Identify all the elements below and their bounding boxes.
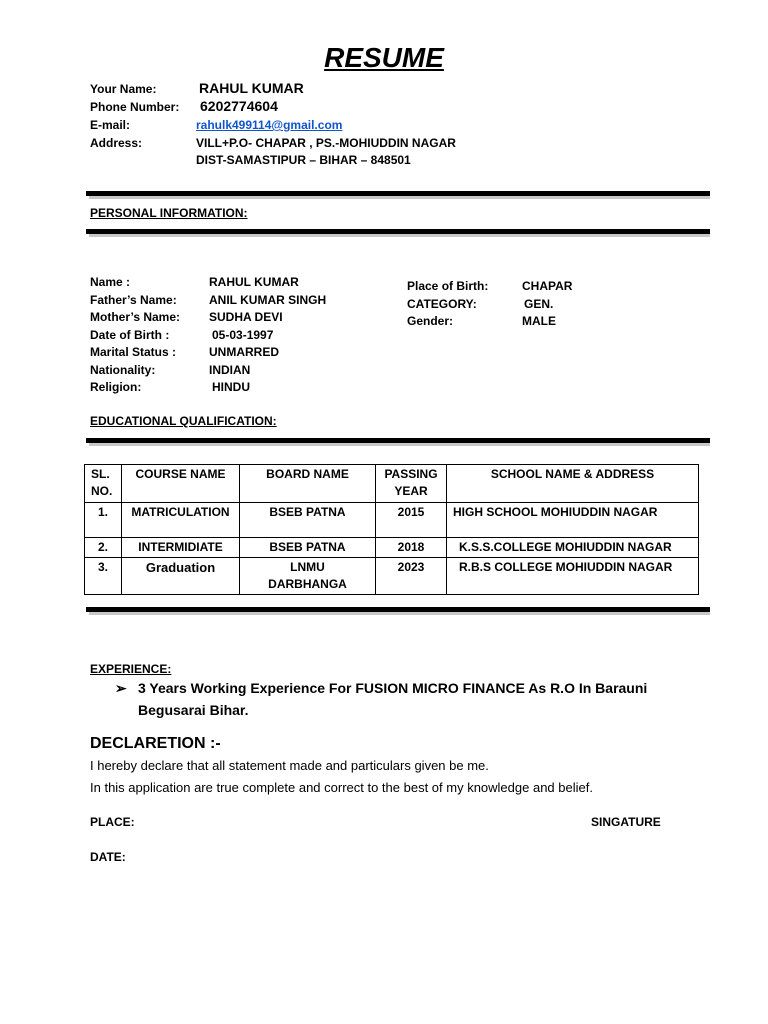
category-value: GEN. [524, 296, 554, 311]
resume-title: RESUME [324, 42, 444, 73]
cell-year: 2018 [376, 538, 447, 558]
personal-values-left [209, 274, 326, 397]
declaration-heading: DECLARETION :- [90, 735, 221, 752]
table-header-row [85, 465, 699, 503]
col-header-year: PASSING YEAR [376, 465, 447, 503]
email-label: E-mail: [90, 118, 131, 132]
cell-sl: 3. [85, 558, 122, 595]
signature-label: SINGATURE [591, 815, 661, 829]
place-of-birth-value: CHAPAR [522, 279, 573, 293]
cell-board: BSEB PATNA [240, 538, 376, 558]
personal-marital-label: Marital Status : [90, 345, 177, 359]
table-row [85, 538, 699, 558]
col-header-course: COURSE NAME [122, 465, 240, 503]
cell-course: INTERMIDIATE [122, 538, 240, 558]
declaration-line-1: I hereby declare that all statement made and particulars given be me. [90, 758, 489, 773]
col-header-sl: SL. NO. [85, 465, 122, 503]
col-header-board: BOARD NAME [240, 465, 376, 503]
personal-dob-label: Date of Birth : [90, 327, 170, 342]
experience-item-line-2: Begusarai Bihar. [138, 702, 249, 718]
email-link[interactable]: rahulk499114@gmail.com [196, 118, 343, 132]
cell-board: BSEB PATNA [240, 503, 376, 538]
gender-label: Gender: [407, 314, 454, 328]
divider [86, 438, 710, 446]
phone-label: Phone Number: [90, 100, 180, 114]
declaration-line-2: In this application are true complete and correct to the best of my knowledge and belief. [90, 780, 593, 795]
place-of-birth-label: Place of Birth: [407, 279, 489, 293]
cell-course: MATRICULATION [122, 503, 240, 538]
date-label: DATE: [90, 850, 126, 864]
personal-mother-label: Mother’s Name: [90, 310, 181, 324]
cell-school: K.S.S.COLLEGE MOHIUDDIN NAGAR [447, 538, 699, 558]
cell-year: 2023 [376, 558, 447, 595]
experience-item-line-1: 3 Years Working Experience For FUSION MICRO FINANCE As R.O In Barauni [138, 680, 648, 696]
col-header-school: SCHOOL NAME & ADDRESS [447, 465, 699, 503]
personal-mother-value: SUDHA DEVI [209, 310, 283, 324]
cell-sl: 2. [85, 538, 122, 558]
personal-nationality-label: Nationality: [90, 362, 156, 377]
gender-value: MALE [522, 314, 556, 328]
address-line-2: DIST-SAMASTIPUR – BIHAR – 848501 [196, 153, 411, 167]
your-name-label: Your Name: [90, 82, 157, 96]
personal-father-label: Father’s Name: [90, 292, 177, 307]
education-table [84, 464, 699, 595]
place-label: PLACE: [90, 815, 135, 829]
address-label: Address: [90, 136, 143, 150]
experience-item [138, 677, 647, 721]
personal-nationality-value: INDIAN [209, 362, 251, 377]
personal-name-label: Name : [90, 275, 131, 289]
personal-labels-right [407, 278, 488, 331]
experience-heading: EXPERIENCE: [90, 662, 172, 676]
your-name-value: RAHUL KUMAR [199, 80, 304, 96]
cell-sl: 1. [85, 503, 122, 538]
table-row [85, 558, 699, 595]
personal-dob-value: 05-03-1997 [212, 327, 274, 342]
personal-marital-value: UNMARRED [209, 345, 279, 359]
arrow-bullet-icon: ➢ [115, 680, 127, 696]
table-row [85, 503, 699, 538]
phone-value: 6202774604 [200, 98, 278, 114]
personal-info-heading: PERSONAL INFORMATION: [90, 206, 248, 220]
education-heading: EDUCATIONAL QUALIFICATION: [90, 414, 277, 428]
cell-year: 2015 [376, 503, 447, 538]
address-line-1: VILL+P.O- CHAPAR , PS.-MOHIUDDIN NAGAR [196, 136, 456, 150]
category-label: CATEGORY: [407, 296, 477, 311]
cell-school: HIGH SCHOOL MOHIUDDIN NAGAR [447, 503, 699, 538]
divider [86, 607, 710, 615]
personal-name-value: RAHUL KUMAR [209, 275, 299, 289]
divider [86, 191, 710, 199]
cell-course: Graduation [122, 558, 240, 595]
personal-religion-label: Religion: [90, 380, 142, 394]
personal-labels-left [90, 274, 180, 397]
personal-values-right [522, 278, 572, 331]
cell-board: LNMU DARBHANGA [240, 558, 376, 595]
personal-father-value: ANIL KUMAR SINGH [209, 292, 327, 307]
cell-school: R.B.S COLLEGE MOHIUDDIN NAGAR [447, 558, 699, 595]
divider [86, 229, 710, 237]
personal-religion-value: HINDU [212, 380, 250, 394]
